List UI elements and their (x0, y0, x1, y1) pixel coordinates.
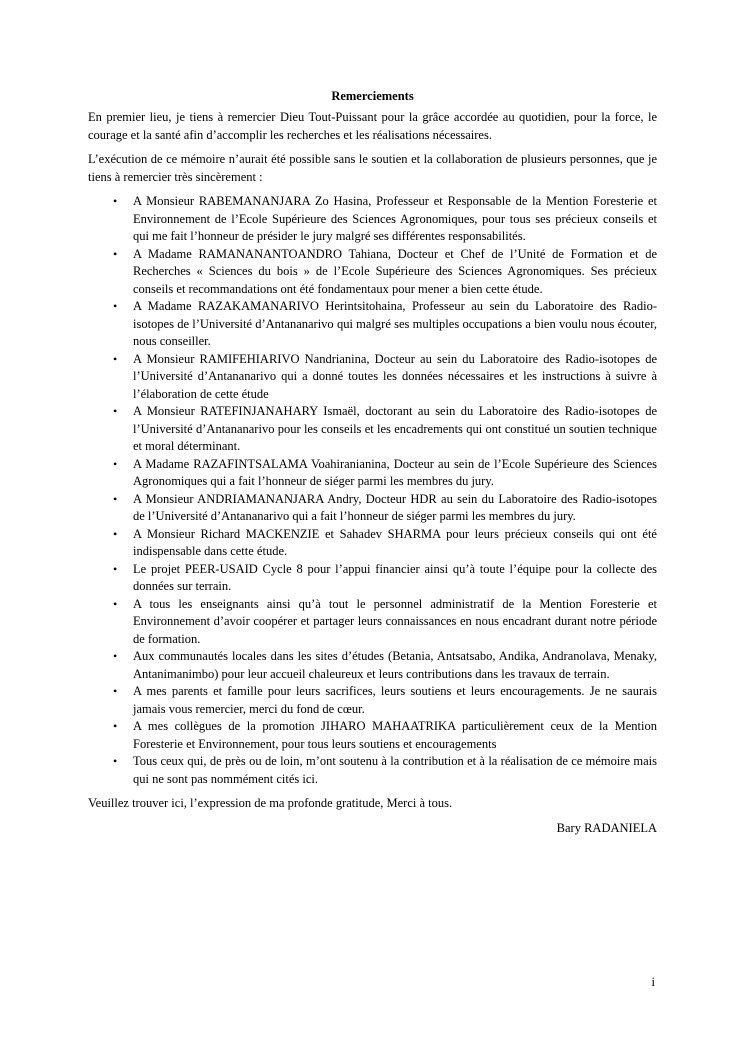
list-item (113, 491, 657, 526)
list-item-text: A Monsieur RATEFINJANAHARY Ismaël, doctorant au sein du Laboratoire des Radio-isotopes de l’Université d’Antananarivo pour les conseils et les encadrements qui ont constitué un soutien technique et moral déterminant. (133, 404, 657, 453)
list-item (113, 718, 657, 753)
list-item-text: Aux communautés locales dans les sites d’études (Betania, Antsatsabo, Andika, Andranolava, Menaky, Antanimanimbo) pour leur accueil chaleureux et leurs contributions dans les travaux de terrain. (133, 649, 657, 681)
bullet-icon: • (113, 246, 118, 261)
page-number: i (651, 975, 655, 989)
list-item (113, 683, 657, 718)
acknowledgements-list (88, 193, 657, 788)
list-item-text: A Monsieur Richard MACKENZIE et Sahadev SHARMA pour leurs précieux conseils qui ont été indispensable dans cette étude. (133, 526, 657, 558)
bullet-icon: • (113, 754, 118, 768)
bullet-icon: • (113, 456, 118, 471)
list-item-text: A Monsieur RABEMANANJARA Zo Hasina, Professeur et Responsable de la Mention Foresterie et Environnement de l’Ecole Supérieure des Sciences Agronomiques, pour tous ses précieux conseils et qui me fait l’honneur de présider le jury malgré ses différentes responsabilités. (133, 194, 657, 243)
intro-paragraph-2: L’exécution de ce mémoire n’aurait été possible sans le soutien et la collaboration de plusieurs personnes, que je tiens à remercier très sincèrement : (88, 152, 657, 184)
list-item (113, 298, 657, 351)
list-item-text: A mes parents et famille pour leurs sacrifices, leurs soutiens et leurs encouragements. Je ne saurais jamais vous remercier, merci du fond de cœur. (133, 684, 657, 716)
list-item (113, 193, 657, 246)
bullet-icon: • (113, 526, 118, 541)
list-item (113, 596, 657, 649)
list-item-text: A mes collègues de la promotion JIHARO MAHAATRIKA particulièrement ceux de la Mention Foresterie et Environnement, pour tous leurs soutiens et encouragements (133, 719, 657, 751)
list-item-text: A Madame RAZAFINTSALAMA Voahiranianina, Docteur au sein de l’Ecole Supérieure des Sciences Agronomiques qui a fait l’honneur de siéger parmi les membres du jury. (133, 456, 657, 488)
bullet-icon: • (113, 491, 118, 506)
intro-paragraph-1: En premier lieu, je tiens à remercier Dieu Tout-Puissant pour la grâce accordée au quotidien, pour la force, le courage et la santé afin d’accomplir les recherches et les réalisations nécessaires. (88, 110, 657, 142)
list-item-text: A Madame RAZAKAMANARIVO Herintsitohaina, Professeur au sein du Laboratoire des Radio-isotopes de l’Université d’Antananarivo qui malgré ses multiples occupations a bien voulu nous écouter, nous conseiller. (133, 299, 657, 348)
bullet-icon: • (113, 596, 118, 611)
bullet-icon: • (113, 351, 118, 366)
signature: Bary RADANIELA (556, 820, 657, 835)
bullet-icon: • (113, 719, 118, 733)
bullet-icon: • (113, 684, 118, 698)
bullet-icon: • (113, 561, 118, 576)
list-item (113, 456, 657, 491)
bullet-icon: • (113, 299, 118, 313)
list-item (113, 753, 657, 788)
list-item (113, 561, 657, 596)
list-item (113, 351, 657, 404)
bullet-icon: • (113, 404, 118, 418)
list-item (113, 403, 657, 456)
list-item-text: A Madame RAMANANANTOANDRO Tahiana, Docteur et Chef de l’Unité de Formation et de Recherches « Sciences du bois » de l’Ecole Supérieure des Sciences Agronomiques. Ses précieux conseils et recommandations ont été fondamentaux pour mener a bien cette étude. (133, 246, 657, 296)
list-item (113, 526, 657, 561)
page-title: Remerciements (331, 89, 414, 103)
bullet-icon: • (113, 649, 118, 663)
list-item (113, 648, 657, 683)
list-item-text: A tous les enseignants ainsi qu’à tout le personnel administratif de la Mention Foresterie et Environnement d’avoir coopérer et partager leurs connaissances en nous encadrant durant notre période de formation. (133, 596, 657, 646)
list-item-text: A Monsieur RAMIFEHIARIVO Nandrianina, Docteur au sein du Laboratoire des Radio-isotopes de l’Université d’Antananarivo qui a donné toutes les données nécessaires et les instructions à suivre à l’élaboration de cette étude (133, 351, 657, 401)
list-item-text: Le projet PEER-USAID Cycle 8 pour l’appui financier ainsi qu’à toute l’équipe pour la collecte des données sur terrain. (133, 561, 657, 593)
bullet-icon: • (113, 194, 118, 208)
list-item-text: Tous ceux qui, de près ou de loin, m’ont soutenu à la contribution et à la réalisation de ce mémoire mais qui ne sont pas nommément cités ici. (133, 754, 657, 786)
list-item (113, 246, 657, 299)
list-item-text: A Monsieur ANDRIAMANANJARA Andry, Docteur HDR au sein du Laboratoire des Radio-isotopes de l’Université d’Antananarivo qui a fait l’honneur de siéger parmi les membres du jury. (133, 491, 657, 523)
closing-paragraph: Veuillez trouver ici, l’expression de ma profonde gratitude, Merci à tous. (88, 796, 453, 810)
